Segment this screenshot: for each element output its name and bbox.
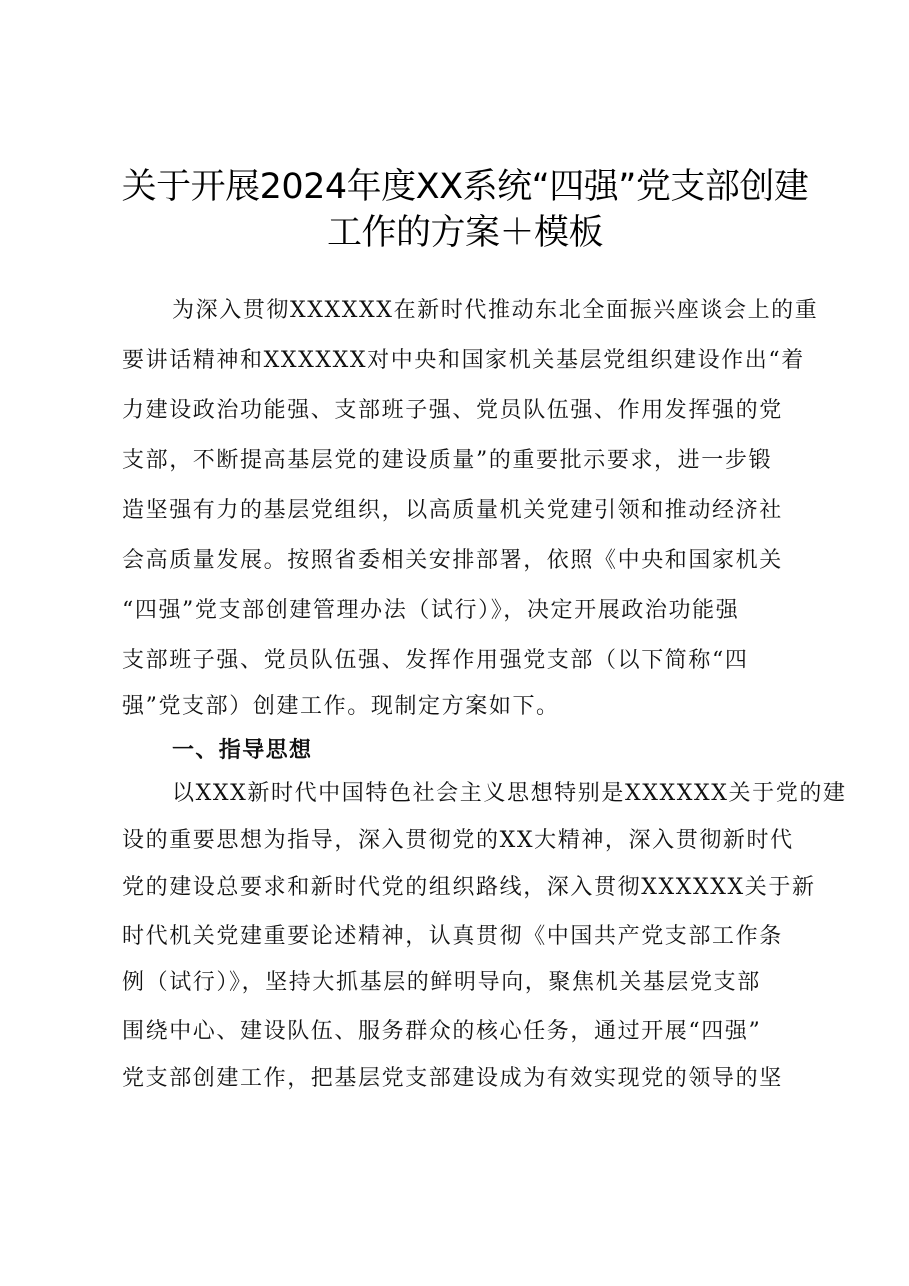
section-heading: 一、指导思想 <box>172 738 313 763</box>
paragraph-2-line: 设的重要思想为指导，深入贯彻党的XX大精神，深入贯彻新时代 <box>122 828 794 853</box>
paragraph-2-line: 以XXX新时代中国特色社会主义思想特别是XXXXXX关于党的建 <box>172 781 847 806</box>
paragraph-1-line: 支部班子强、党员队伍强、发挥作用强党支部（以下简称“四 <box>122 648 749 673</box>
paragraph-2-line: 党的建设总要求和新时代党的组织路线，深入贯彻XXXXXX关于新 <box>122 875 816 900</box>
paragraph-1-line: 造坚强有力的基层党组织，以高质量机关党建引领和推动经济社 <box>122 498 783 523</box>
paragraph-2-line: 时代机关党建重要论述精神，认真贯彻《中国共产党支部工作条 <box>122 924 783 949</box>
paragraph-1-line: 为深入贯彻XXXXXX在新时代推动东北全面振兴座谈会上的重 <box>172 298 819 323</box>
paragraph-1-line: 要讲话精神和XXXXXX对中央和国家机关基层党组织建设作出“着 <box>122 348 805 373</box>
paragraph-2-line: 党支部创建工作，把基层党支部建设成为有效实现党的领导的坚 <box>122 1066 783 1091</box>
paragraph-1-line: 强”党支部）创建工作。现制定方案如下。 <box>122 694 560 719</box>
document-title-line-1: 关于开展2024年度XX系统“四强”党支部创建 <box>121 167 809 207</box>
paragraph-1-line: 力建设政治功能强、支部班子强、党员队伍强、作用发挥强的党 <box>122 398 783 423</box>
document-title-line-2: 工作的方案＋模板 <box>326 213 603 253</box>
paragraph-2-line: 围绕中心、建设队伍、服务群众的核心任务，通过开展“四强” <box>122 1019 762 1044</box>
paragraph-2-line: 例（试行）》，坚持大抓基层的鲜明导向，聚焦机关基层党支部 <box>122 970 761 995</box>
paragraph-1-line: 会高质量发展。按照省委相关安排部署，依照《中央和国家机关 <box>122 548 783 573</box>
paragraph-1-line: 支部，不断提高基层党的建设质量”的重要批示要求，进一步锻 <box>122 448 773 473</box>
paragraph-1-line: “四强”党支部创建管理办法（试行）》，决定开展政治功能强 <box>122 598 740 623</box>
